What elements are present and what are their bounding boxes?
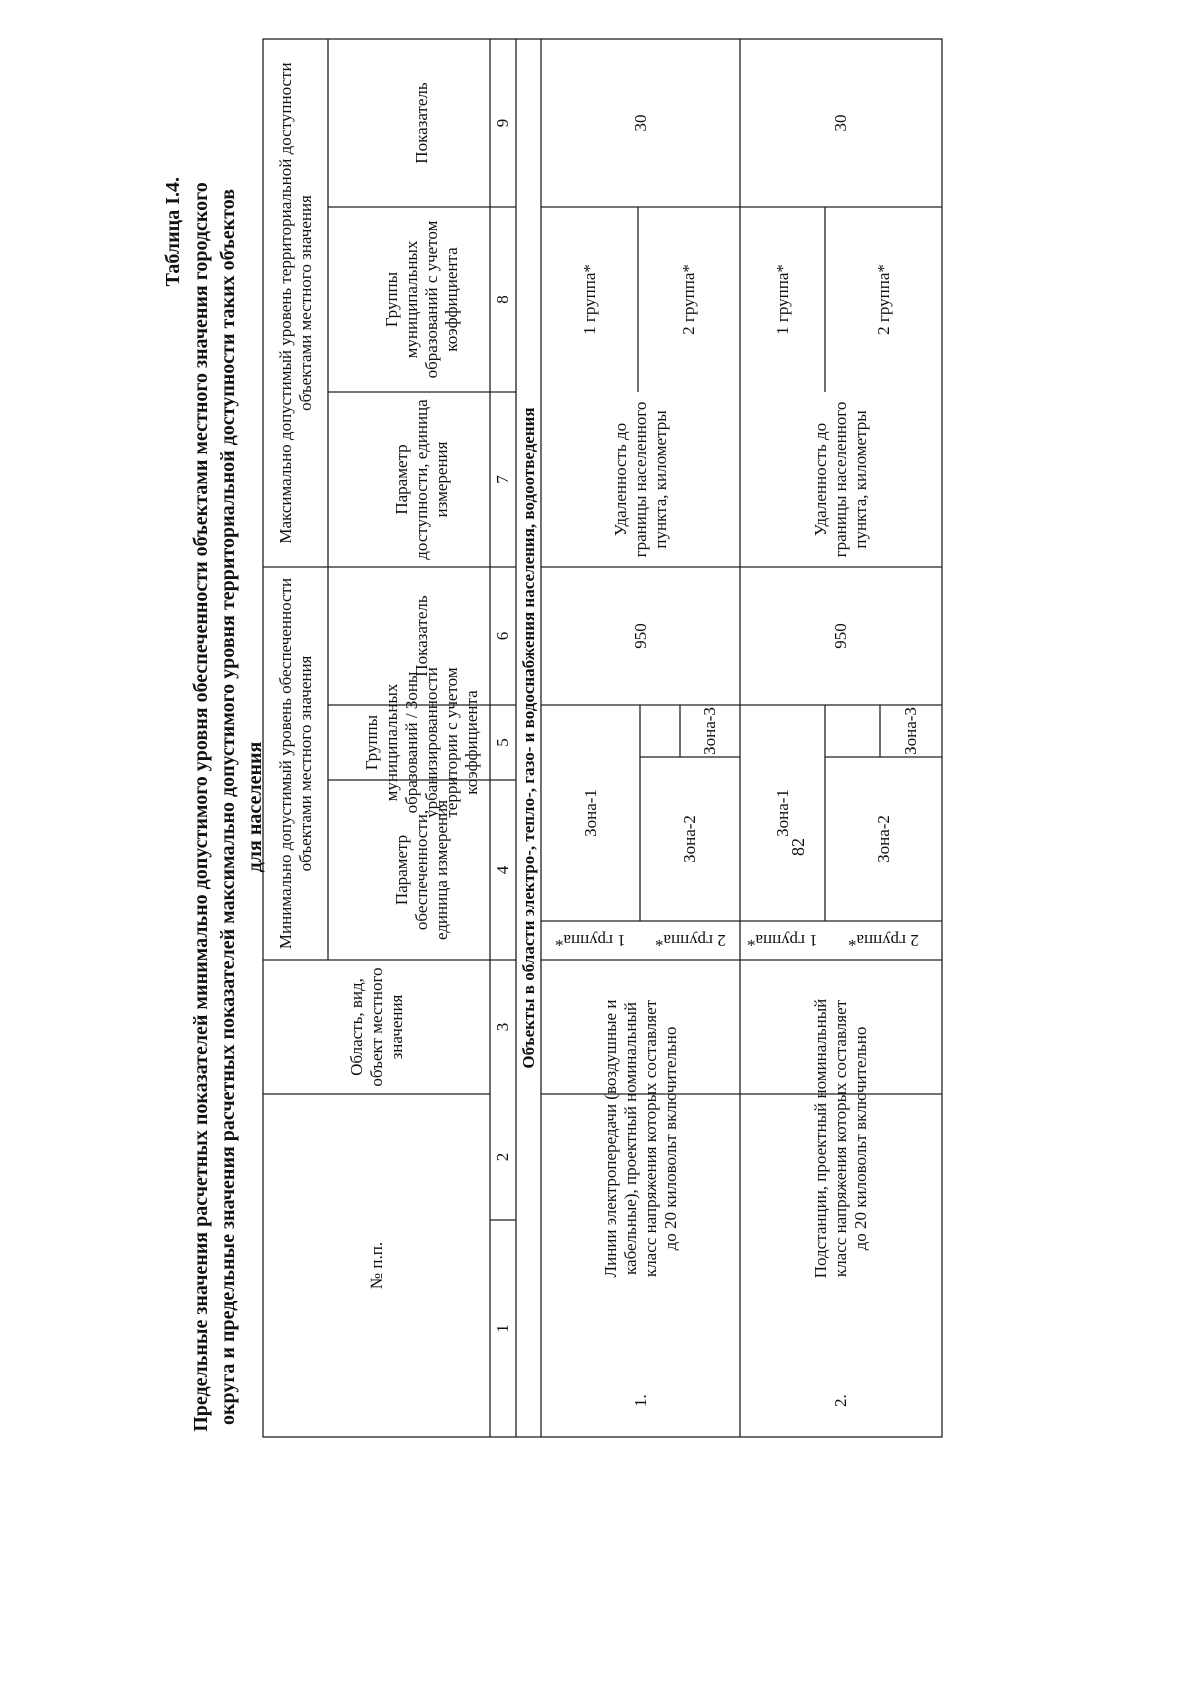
header-min-param: Параметр обеспеченности, единица измерения bbox=[392, 799, 451, 941]
row2-object: Подстанции, проектный номинальный класс напряжения которых составляет до 20 киловольт включительно bbox=[811, 998, 870, 1279]
row1-access-group1: 1 группа* bbox=[579, 264, 599, 335]
col-number-2: 2 bbox=[493, 1152, 512, 1162]
row1-access-param: Удаленность до границы населенного пункта, километры bbox=[610, 401, 670, 558]
row2-zone3: Зона-3 bbox=[901, 707, 920, 755]
header-num: № п.п. bbox=[366, 1241, 386, 1290]
col-number-8: 8 bbox=[493, 295, 512, 304]
row2-zone2: Зона-2 bbox=[873, 815, 893, 863]
row2-group1: 1 группа* bbox=[747, 931, 818, 951]
title-line-2: округа и предельные значения расчетных показателей максимально допустимого уровня территориальной доступности таких объектов bbox=[217, 188, 239, 1426]
row1-access-group2: 2 группа* bbox=[679, 264, 698, 335]
row2-access-param: Удаленность до границы населенного пункта, километры bbox=[811, 401, 870, 558]
col-number-1: 1 bbox=[493, 1324, 512, 1333]
header-min-group: Минимально допустимый уровень обеспеченности объектами местного значения bbox=[275, 577, 315, 950]
row1-group1: 1 группа* bbox=[555, 931, 626, 951]
header-max-groups: Группы муниципальных образований с учетом коэффициента bbox=[382, 220, 461, 379]
row2-access-value: 30 bbox=[831, 114, 850, 132]
row1-value: 950 bbox=[630, 623, 650, 649]
row2-zone1: Зона-1 bbox=[772, 789, 792, 837]
title-line-1: Предельные значения расчетных показателей минимально допустимого уровня обеспеченности объектами местного значения городского bbox=[190, 182, 212, 1432]
section-title: Объекты в области электро-, тепло-, газо- и водоснабжения населения, водоотведения bbox=[518, 407, 538, 1069]
row1-zone3: Зона-3 bbox=[700, 707, 719, 755]
row1-zone1: Зона-1 bbox=[580, 789, 600, 837]
col-number-5: 5 bbox=[493, 738, 512, 747]
col-number-3: 3 bbox=[493, 1022, 512, 1032]
row1-access-value: 30 bbox=[630, 114, 650, 132]
col-number-7: 7 bbox=[493, 475, 512, 484]
row2-access-group1: 1 группа* bbox=[772, 264, 792, 335]
header-max-param: Параметр доступности, единица измерения bbox=[392, 399, 451, 560]
header-max-group: Максимально допустимый уровень территориальной доступности объектами местного значения bbox=[275, 62, 315, 544]
row1-zone2: Зона-2 bbox=[680, 815, 699, 863]
row1-num: 1. bbox=[630, 1394, 650, 1407]
title-line-3: для населения bbox=[244, 741, 266, 873]
page-number: 82 bbox=[788, 838, 808, 856]
header-min-groups: Группы муниципальных образований / Зоны урбанизированности территории с учетом коэффициента bbox=[362, 667, 481, 818]
col-number-9: 9 bbox=[493, 118, 512, 128]
row2-access-group2: 2 группа* bbox=[873, 264, 893, 335]
header-max-value: Показатель bbox=[412, 82, 431, 164]
row1-group2: 2 группа* bbox=[654, 931, 726, 951]
col-number-4: 4 bbox=[493, 865, 512, 875]
row1-object: Линии электропередачи (воздушные и кабельные), проектный номинальный класс напряжения которых составляет до 20 киловольт включительно bbox=[600, 999, 680, 1278]
row2-num: 2. bbox=[831, 1394, 850, 1407]
col-number-6: 6 bbox=[493, 631, 512, 641]
header-area: Область, вид, объект местного значения bbox=[346, 967, 406, 1087]
header-min-value: Показатель bbox=[412, 595, 431, 677]
row2-group2: 2 группа* bbox=[848, 931, 919, 951]
row2-value: 950 bbox=[831, 623, 850, 649]
table-label: Таблица I.4. bbox=[162, 177, 184, 287]
